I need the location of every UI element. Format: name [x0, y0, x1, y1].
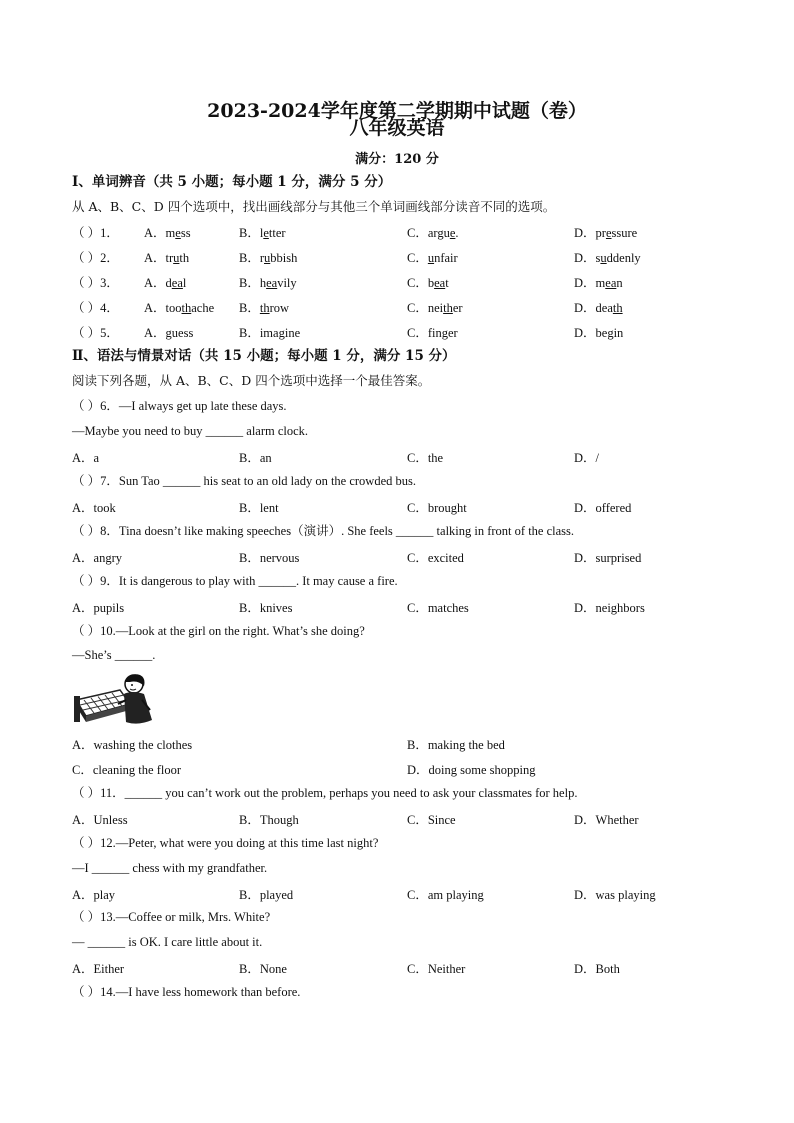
- question-7-stem: （ ）7．Sun Tao ______ his seat to an old lady on the crowded bus.: [72, 474, 416, 488]
- option-b[interactable]: B．an: [239, 451, 272, 465]
- underlined-letters: th: [612, 301, 623, 315]
- exam-subject: 八年级英语: [349, 117, 445, 139]
- total-score: 满分：120 分: [355, 152, 439, 167]
- option-d[interactable]: D．death: [574, 301, 623, 315]
- option-c[interactable]: C．matches: [407, 601, 469, 615]
- question-11-stem: （ ）11．______ you can’t work out the problem, perhaps you need to ask your classmates for help.: [72, 786, 578, 800]
- option-a[interactable]: A．guess: [144, 326, 194, 340]
- option-c[interactable]: C．the: [407, 451, 444, 465]
- question-11-options: [72, 810, 732, 826]
- question-number: （ ）4．: [72, 301, 119, 315]
- question-14-stem: （ ）14.—I have less homework than before.: [72, 985, 301, 999]
- girl-making-bed-illustration: [72, 670, 164, 728]
- option-d[interactable]: D．neighbors: [574, 601, 645, 615]
- option-a[interactable]: A．play: [72, 888, 116, 902]
- option-b[interactable]: B．throw: [239, 301, 290, 315]
- option-a[interactable]: A．a: [72, 451, 100, 465]
- question-10-stem: （ ）10.—Look at the girl on the right. What’s she doing?: [72, 624, 365, 638]
- question-12-stem: （ ）12.—Peter, what were you doing at this time last night?: [72, 836, 379, 850]
- option-b[interactable]: B．knives: [239, 601, 293, 615]
- underlined-letters: th: [181, 301, 192, 315]
- option-c[interactable]: C．unfair: [407, 251, 458, 265]
- option-b[interactable]: B．rubbish: [239, 251, 298, 265]
- underlined-letters: g: [165, 326, 172, 340]
- question-number: （ ）3．: [72, 276, 119, 290]
- option-c[interactable]: C．cleaning the floor: [72, 763, 181, 777]
- question-10-options-row2: [72, 760, 732, 776]
- option-d[interactable]: D．begin: [574, 326, 624, 340]
- question-number: （ ）5．: [72, 326, 119, 340]
- option-d[interactable]: D．Whether: [574, 813, 639, 827]
- option-c[interactable]: C．excited: [407, 551, 464, 565]
- question-10-dialogue: —She’s ______.: [72, 648, 156, 662]
- exam-title: 2023-2024学年度第二学期期中试题（卷）: [207, 100, 587, 122]
- option-b[interactable]: B．heavily: [239, 276, 297, 290]
- option-c[interactable]: C．argue.: [407, 226, 459, 240]
- option-b[interactable]: B．lent: [239, 501, 279, 515]
- option-c[interactable]: C．finger: [407, 326, 458, 340]
- underlined-letters: ea: [434, 276, 446, 290]
- question-9-stem: （ ）9．It is dangerous to play with ______. It may cause a fire.: [72, 574, 398, 588]
- section2-instruction: 阅读下列各题，从 A、B、C、D 四个选项中选择一个最佳答案。: [72, 373, 431, 388]
- question-number: （ ）2．: [72, 251, 119, 265]
- underlined-letters: u: [173, 251, 180, 265]
- underlined-letters: e: [263, 226, 269, 240]
- option-d[interactable]: D．Both: [574, 962, 620, 976]
- question-10-options-row1: [72, 735, 732, 751]
- question-7-options: [72, 498, 732, 514]
- option-c[interactable]: C．am playing: [407, 888, 484, 902]
- option-a[interactable]: A．Unless: [72, 813, 128, 827]
- phonetics-question-5: [72, 323, 732, 339]
- option-a[interactable]: A．toothache: [144, 301, 215, 315]
- option-a[interactable]: A．deal: [144, 276, 187, 290]
- phonetics-question-2: [72, 248, 732, 264]
- option-a[interactable]: A．Either: [72, 962, 125, 976]
- underlined-letters: g: [278, 326, 285, 340]
- option-a[interactable]: A．angry: [72, 551, 122, 565]
- option-a[interactable]: A．pupils: [72, 601, 125, 615]
- phonetics-question-3: [72, 273, 732, 289]
- question-12-options: [72, 885, 732, 901]
- option-a[interactable]: A．truth: [144, 251, 190, 265]
- option-c[interactable]: C．Neither: [407, 962, 466, 976]
- phonetics-question-1: [72, 223, 732, 239]
- underlined-letters: u: [264, 251, 271, 265]
- option-b[interactable]: B．nervous: [239, 551, 300, 565]
- option-a[interactable]: A．washing the clothes: [72, 738, 193, 752]
- option-d[interactable]: D．doing some shopping: [407, 763, 536, 777]
- option-c[interactable]: C．Since: [407, 813, 456, 827]
- underlined-letters: u: [600, 251, 607, 265]
- question-6-stem: （ ）6．—I always get up late these days.: [72, 399, 287, 413]
- option-d[interactable]: D．surprised: [574, 551, 642, 565]
- option-d[interactable]: D．offered: [574, 501, 632, 515]
- underlined-letters: g: [441, 326, 448, 340]
- question-8-stem: （ ）8．Tina doesn’t like making speeches（演讲）. She feels ______ talking in front of the class.: [72, 524, 575, 538]
- question-8-options: [72, 548, 732, 564]
- option-b[interactable]: B．imagine: [239, 326, 301, 340]
- option-a[interactable]: A．mess: [144, 226, 191, 240]
- section1-heading: Ⅰ、单词辨音（共 5 小题；每小题 1 分，满分 5 分）: [72, 174, 392, 190]
- phonetics-question-4: [72, 298, 732, 314]
- underlined-letters: g: [607, 326, 614, 340]
- section1-instruction: 从 A、B、C、D 四个选项中，找出画线部分与其他三个单词画线部分读音不同的选项。: [72, 199, 556, 214]
- question-12-dialogue: —I ______ chess with my grandfather.: [72, 861, 268, 875]
- underlined-letters: e: [449, 226, 456, 240]
- question-6-options: [72, 448, 732, 464]
- underlined-letters: th: [443, 301, 453, 315]
- option-d[interactable]: D．mean: [574, 276, 623, 290]
- option-d[interactable]: D．pressure: [574, 226, 638, 240]
- underlined-letters: ea: [605, 276, 617, 290]
- option-d[interactable]: D．suddenly: [574, 251, 641, 265]
- option-a[interactable]: A．took: [72, 501, 116, 515]
- option-b[interactable]: B．making the bed: [407, 738, 505, 752]
- option-c[interactable]: C．brought: [407, 501, 467, 515]
- option-b[interactable]: B．letter: [239, 226, 286, 240]
- underlined-letters: e: [605, 226, 612, 240]
- question-9-options: [72, 598, 732, 614]
- underlined-letters: ea: [266, 276, 278, 290]
- underlined-letters: u: [427, 251, 435, 265]
- question-13-options: [72, 959, 732, 975]
- underlined-letters: ea: [171, 276, 183, 290]
- option-b[interactable]: B．played: [239, 888, 294, 902]
- underlined-letters: e: [175, 226, 181, 240]
- option-c[interactable]: C．beat: [407, 276, 449, 290]
- option-b[interactable]: B．None: [239, 962, 287, 976]
- underlined-letters: th: [259, 301, 270, 315]
- question-13-dialogue: — ______ is OK. I care little about it.: [72, 935, 263, 949]
- option-b[interactable]: B．Though: [239, 813, 299, 827]
- option-d[interactable]: D．was playing: [574, 888, 656, 902]
- question-6-dialogue: —Maybe you need to buy ______ alarm clock.: [72, 424, 309, 438]
- section2-heading: Ⅱ、语法与情景对话（共 15 小题；每小题 1 分，满分 15 分）: [72, 348, 456, 364]
- option-c[interactable]: C．neither: [407, 301, 463, 315]
- option-d[interactable]: D．/: [574, 451, 600, 465]
- question-number: （ ）1．: [72, 226, 119, 240]
- question-13-stem: （ ）13.—Coffee or milk, Mrs. White?: [72, 910, 271, 924]
